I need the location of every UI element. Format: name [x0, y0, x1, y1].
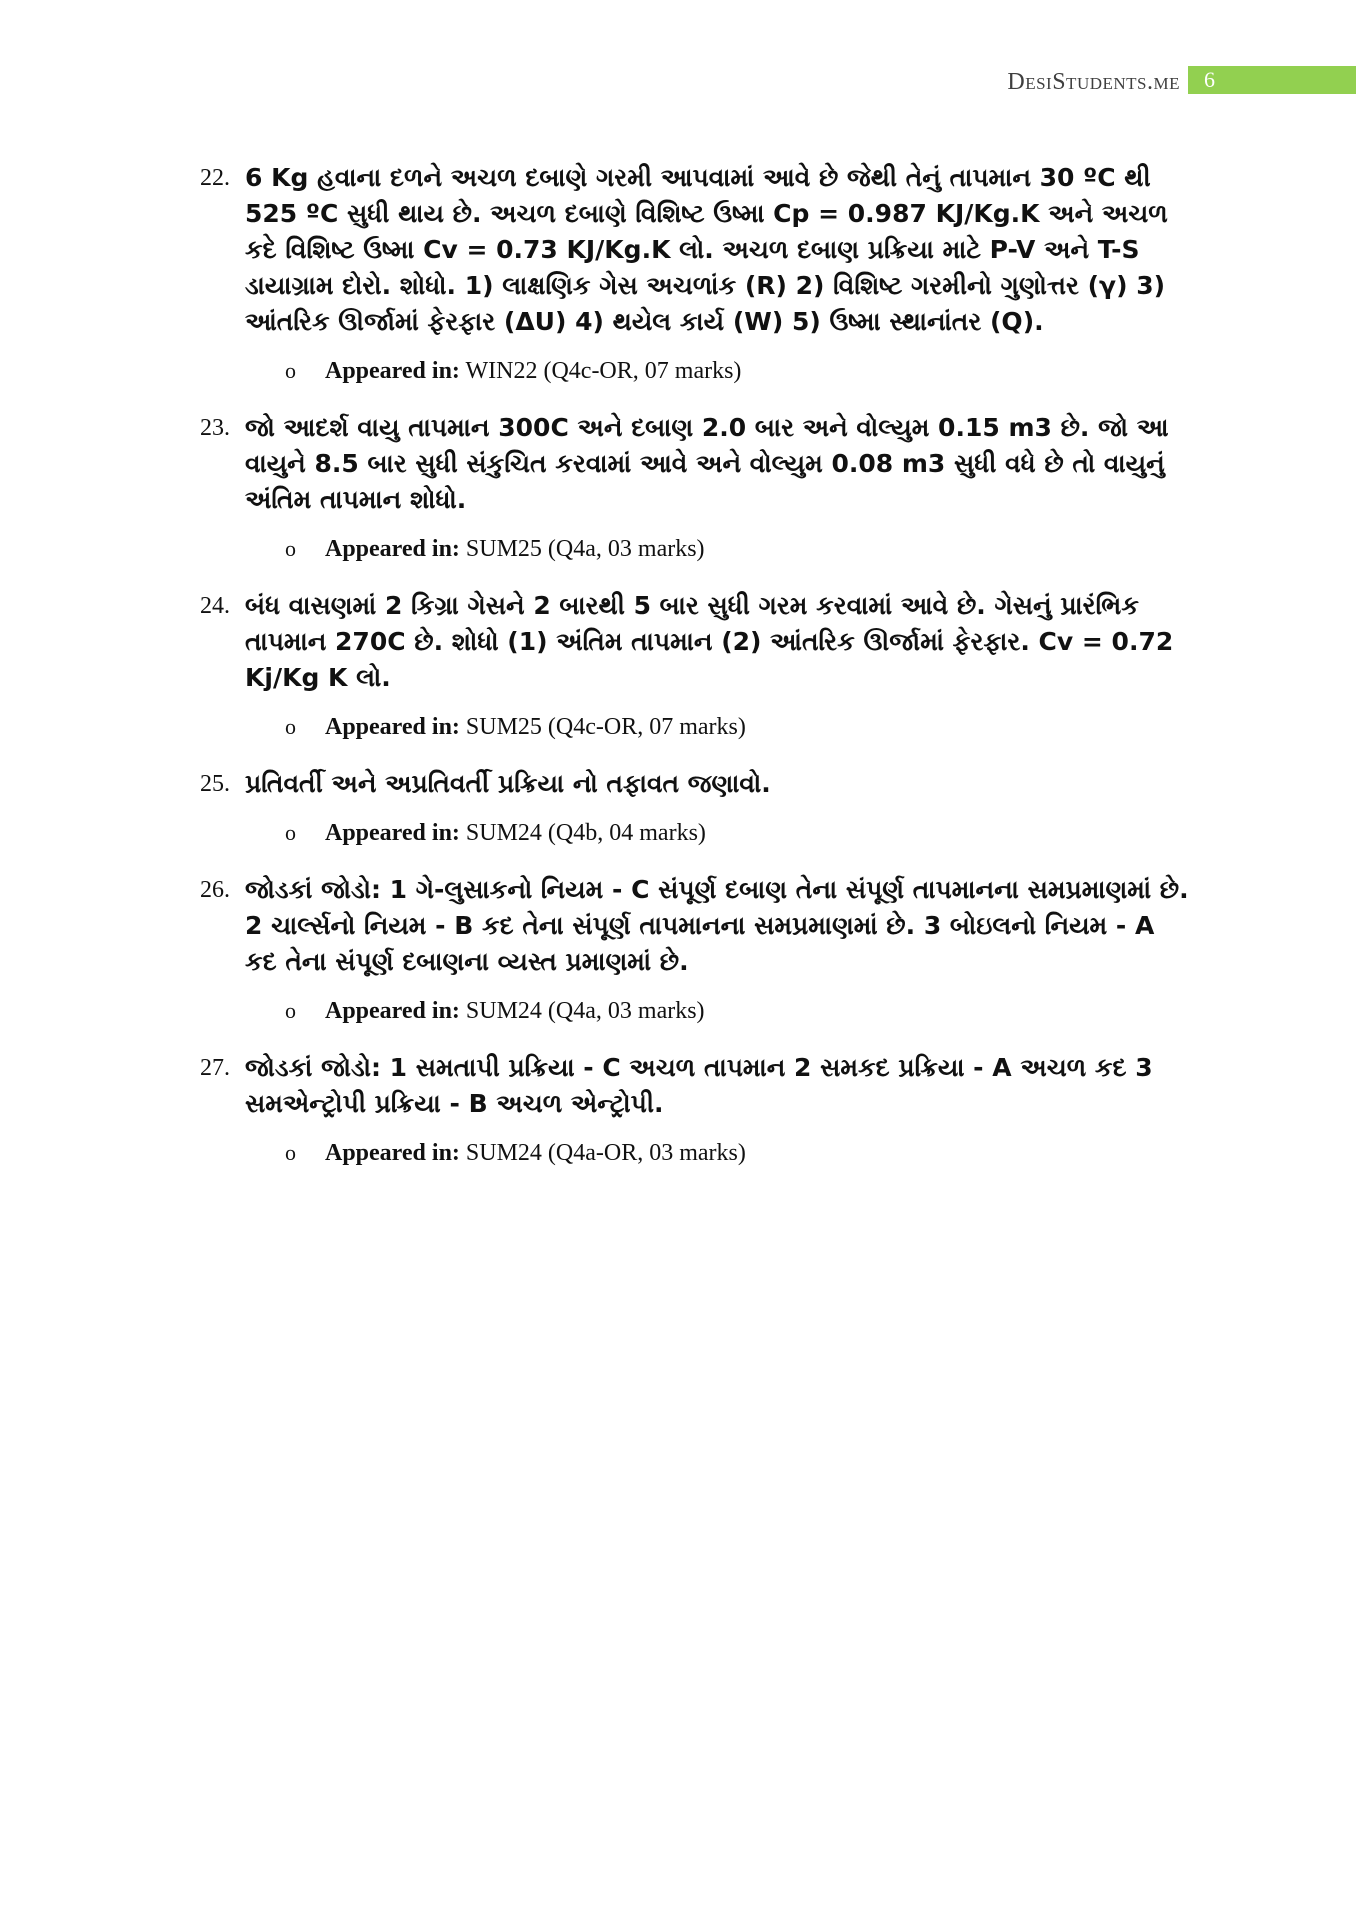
question-number: 23. [200, 415, 230, 441]
page-number: 6 [1204, 67, 1215, 92]
question-text: જોડકાં જોડો: 1 ગે-લુસાકનો નિયમ - C સંપૂર્ણ દબાણ તેના સંપૂર્ણ તાપમાનના સમપ્રમાણમાં છે. 2 ચાર્લ્સનો નિયમ - B કદ તેના સંપૂર્ણ તાપમાનના સમપ્રમાણમાં છે. 3 બોઇલનો નિયમ - A કદ તેના સંપૂર્ણ દબાણના વ્યસ્ત પ્રમાણમાં છે. [245, 875, 1189, 976]
question-list [200, 160, 1190, 1192]
appeared-in-line [200, 994, 1190, 1028]
appeared-value: SUM24 (Q4a, 03 marks) [465, 998, 705, 1024]
question-number: 22. [200, 165, 230, 191]
appeared-label: Appeared in: [325, 1140, 460, 1166]
bullet-icon: o [285, 820, 296, 845]
appeared-label: Appeared in: [325, 714, 460, 740]
question-text: બંધ વાસણમાં 2 કિગ્રા ગેસને 2 બારથી 5 બાર સુધી ગરમ કરવામાં આવે છે. ગેસનું પ્રારંભિક તાપમાન 270C છે. શોધો (1) અંતિમ તાપમાન (2) આંતરિક ઊર્જામાં ફેરફાર. Cv = 0.72 Kj/Kg K લો. [245, 591, 1174, 692]
appeared-value: SUM24 (Q4a-OR, 03 marks) [465, 1140, 746, 1166]
appeared-value: WIN22 (Q4c-OR, 07 marks) [465, 358, 742, 384]
question-number: 24. [200, 593, 230, 619]
bullet-icon: o [285, 536, 296, 561]
question-text: 6 Kg હવાના દળને અચળ દબાણે ગરમી આપવામાં આવે છે જેથી તેનું તાપમાન 30 ºC થી 525 ºC સુધી થાય છે. અચળ દબાણે વિશિષ્ટ ઉષ્મા Cp = 0.987 KJ/Kg.K અને અચળ કદે વિશિષ્ટ ઉષ્મા Cv = 0.73 KJ/Kg.K લો. અચળ દબાણ પ્રક્રિયા માટે P-V અને T-S ડાયાગ્રામ દોરો. શોધો. 1) લાક્ષણિક ગેસ અચળાંક (R) 2) વિશિષ્ટ ગરમીનો ગુણોત્તર (γ) 3) આંતરિક ઊર્જામાં ફેરફાર (ΔU) 4) થયેલ કાર્ય (W) 5) ઉષ્મા સ્થાનાંતર (Q). [245, 163, 1168, 336]
question-text: જો આદર્શ વાયુ તાપમાન 300C અને દબાણ 2.0 બાર અને વોલ્યુમ 0.15 m3 છે. જો આ વાયુને 8.5 બાર સુધી સંકુચિત કરવામાં આવે અને વોલ્યુમ 0.08 m3 સુધી વધે છે તો વાયુનું અંતિમ તાપમાન શોધો. [245, 413, 1169, 514]
appeared-in-line [200, 816, 1190, 850]
question-item [200, 160, 1190, 340]
question-item [200, 872, 1190, 980]
page-number-badge [1188, 66, 1356, 94]
page-header [0, 66, 1358, 100]
appeared-value: SUM25 (Q4c-OR, 07 marks) [465, 714, 746, 740]
appeared-in-line [200, 1136, 1190, 1170]
appeared-label: Appeared in: [325, 358, 460, 384]
question-number: 26. [200, 877, 230, 903]
bullet-icon: o [285, 1140, 296, 1165]
appeared-in-line [200, 532, 1190, 566]
question-text: જોડકાં જોડો: 1 સમતાપી પ્રક્રિયા - C અચળ તાપમાન 2 સમકદ પ્રક્રિયા - A અચળ કદ 3 સમએન્ટ્રોપી પ્રક્રિયા - B અચળ એન્ટ્રોપી. [245, 1053, 1153, 1118]
appeared-label: Appeared in: [325, 820, 460, 846]
question-item [200, 410, 1190, 518]
appeared-label: Appeared in: [325, 998, 460, 1024]
bullet-icon: o [285, 358, 296, 383]
appeared-in-line [200, 710, 1190, 744]
bullet-icon: o [285, 998, 296, 1023]
appeared-in-line [200, 354, 1190, 388]
appeared-label: Appeared in: [325, 536, 460, 562]
question-item [200, 1050, 1190, 1122]
question-number: 27. [200, 1055, 230, 1081]
question-item [200, 766, 1190, 802]
question-item [200, 588, 1190, 696]
site-name: DesiStudents.me [1007, 69, 1180, 95]
question-text: પ્રતિવર્તી અને અપ્રતિવર્તી પ્રક્રિયા નો તફાવત જણાવો. [245, 769, 771, 798]
appeared-value: SUM24 (Q4b, 04 marks) [465, 820, 706, 846]
bullet-icon: o [285, 714, 296, 739]
question-number: 25. [200, 771, 230, 797]
appeared-value: SUM25 (Q4a, 03 marks) [465, 536, 705, 562]
